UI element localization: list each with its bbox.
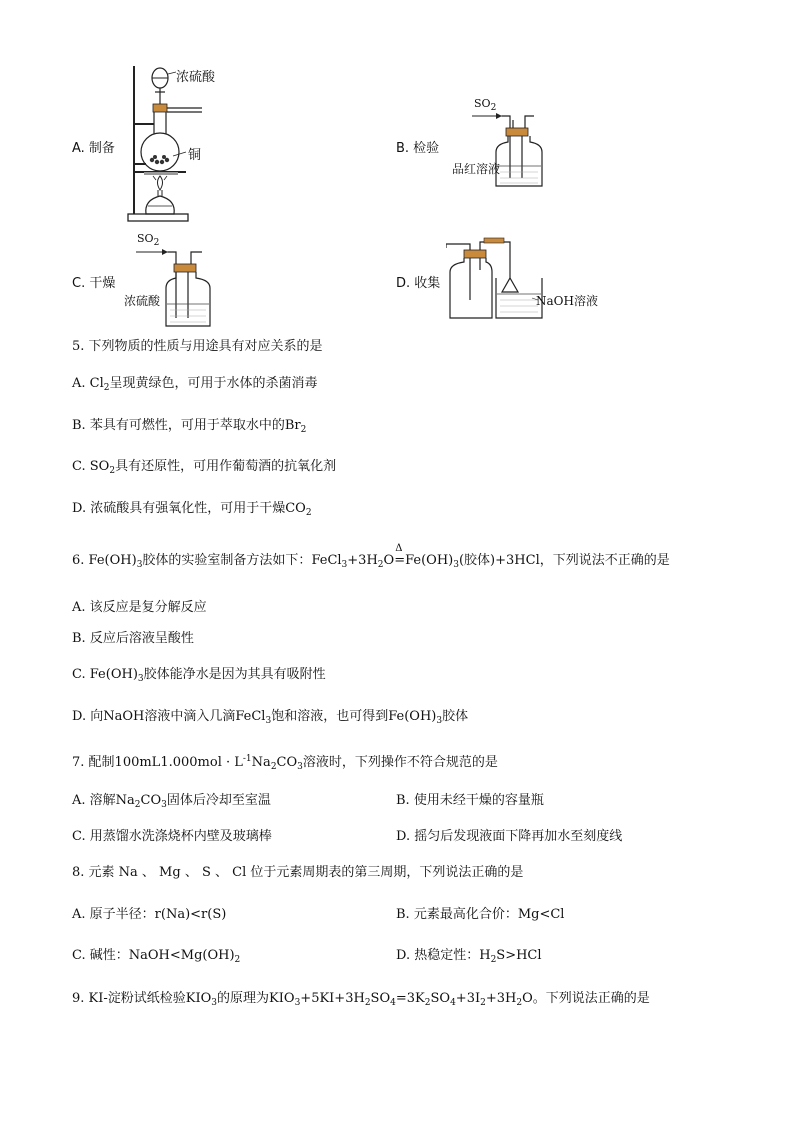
q4-option-a-label: A. 制备 <box>72 141 115 156</box>
q7-option-c: C. 用蒸馏水洗涤烧杯内壁及玻璃棒 <box>72 829 272 844</box>
q6-option-a: A. 该反应是复分解反应 <box>72 600 207 615</box>
flame <box>158 176 163 190</box>
q4-option-c-label: C. 干燥 <box>72 276 116 291</box>
q8-option-d: D. 热稳定性：$H_2S>HCl$ <box>396 948 542 965</box>
stand-base <box>128 214 188 221</box>
q6-option-b: B. 反应后溶液呈酸性 <box>72 631 194 646</box>
gas-washing-bottle <box>496 136 542 186</box>
q6-option-d: D. 向NaOH溶液中滴入几滴FeCl$_3$饱和溶液，也可得到$Fe(OH)_3$胶体 <box>72 709 469 726</box>
q7-option-a: A. 溶解$Na_2CO_3$固体后冷却至室温 <box>72 793 271 810</box>
q9-stem: 9. KI-淀粉试纸检验$KIO_3$的原理为$KIO_3+5KI+3H_2SO_4=3K_2SO_4+3I_2+3H_2O$。下列说法正确的是 <box>72 991 650 1008</box>
label-magenta-solution: 品红溶液 <box>452 162 501 176</box>
q5-option-a: A. $Cl_2$呈现黄绿色，可用于水体的杀菌消毒 <box>72 376 318 393</box>
heating-equals-sign: Δ = <box>394 543 406 568</box>
label-conc-sulfuric-acid-a: 浓硫酸 <box>176 70 216 85</box>
q4-option-b-label: B. 检验 <box>396 141 440 156</box>
stopper <box>153 104 167 112</box>
label-so2-c: $SO_2$ <box>137 232 160 248</box>
q4-option-d-label: D. 收集 <box>396 276 441 291</box>
q5-stem: 5. 下列物质的性质与用途具有对应关系的是 <box>72 339 323 354</box>
label-conc-sulfuric-acid-c: 浓硫酸 <box>124 294 161 308</box>
label-naoh-solution: NaOH溶液 <box>536 294 598 308</box>
q8-stem: 8. 元素 Na 、 Mg 、 S 、 Cl 位于元素周期表的第三周期，下列说法正确的是 <box>72 865 524 880</box>
inverted-funnel <box>502 278 518 292</box>
apparatus-a-svg <box>120 60 320 226</box>
apparatus-d-svg <box>446 234 546 320</box>
q6-stem: 6. $Fe(OH)_3$胶体的实验室制备方法如下：$FeCl_3+3H_2O$ Δ $=Fe(OH)_3$(胶体)+3HCl，下列说法不正确的是 <box>72 543 670 570</box>
q8-option-a: A. 原子半径：r(Na)<r(S) <box>72 907 227 922</box>
q7-option-b: B. 使用未经干燥的容量瓶 <box>396 793 544 808</box>
label-so2-b: $SO_2$ <box>474 97 497 113</box>
q6-option-c: C. $Fe(OH)_3$胶体能净水是因为其具有吸附性 <box>72 667 326 684</box>
round-bottom-flask <box>141 133 179 171</box>
q8-option-c: C. 碱性：$NaOH<Mg(OH)_2$ <box>72 948 241 965</box>
q8-option-b: B. 元素最高化合价：Mg<Cl <box>396 907 565 922</box>
q5-option-b: B. 苯具有可燃性，可用于萃取水中的$Br_2$ <box>72 418 307 435</box>
q7-option-d: D. 摇匀后发现液面下降再加水至刻度线 <box>396 829 623 844</box>
q7-stem: 7. 配制$100mL1.000mol \cdot L^{-1}Na_2CO_3$溶液时，下列操作不符合规范的是 <box>72 754 498 772</box>
collection-bottle <box>450 258 492 318</box>
q5-option-c: C. $SO_2$具有还原性，可用作葡萄酒的抗氧化剂 <box>72 459 337 476</box>
apparatus-c-svg <box>134 244 214 328</box>
alcohol-lamp <box>146 196 174 214</box>
q5-option-d: D. 浓硫酸具有强氧化性，可用于干燥$CO_2$ <box>72 501 312 518</box>
copper-pieces <box>150 155 169 164</box>
label-copper: 铜 <box>188 148 202 163</box>
